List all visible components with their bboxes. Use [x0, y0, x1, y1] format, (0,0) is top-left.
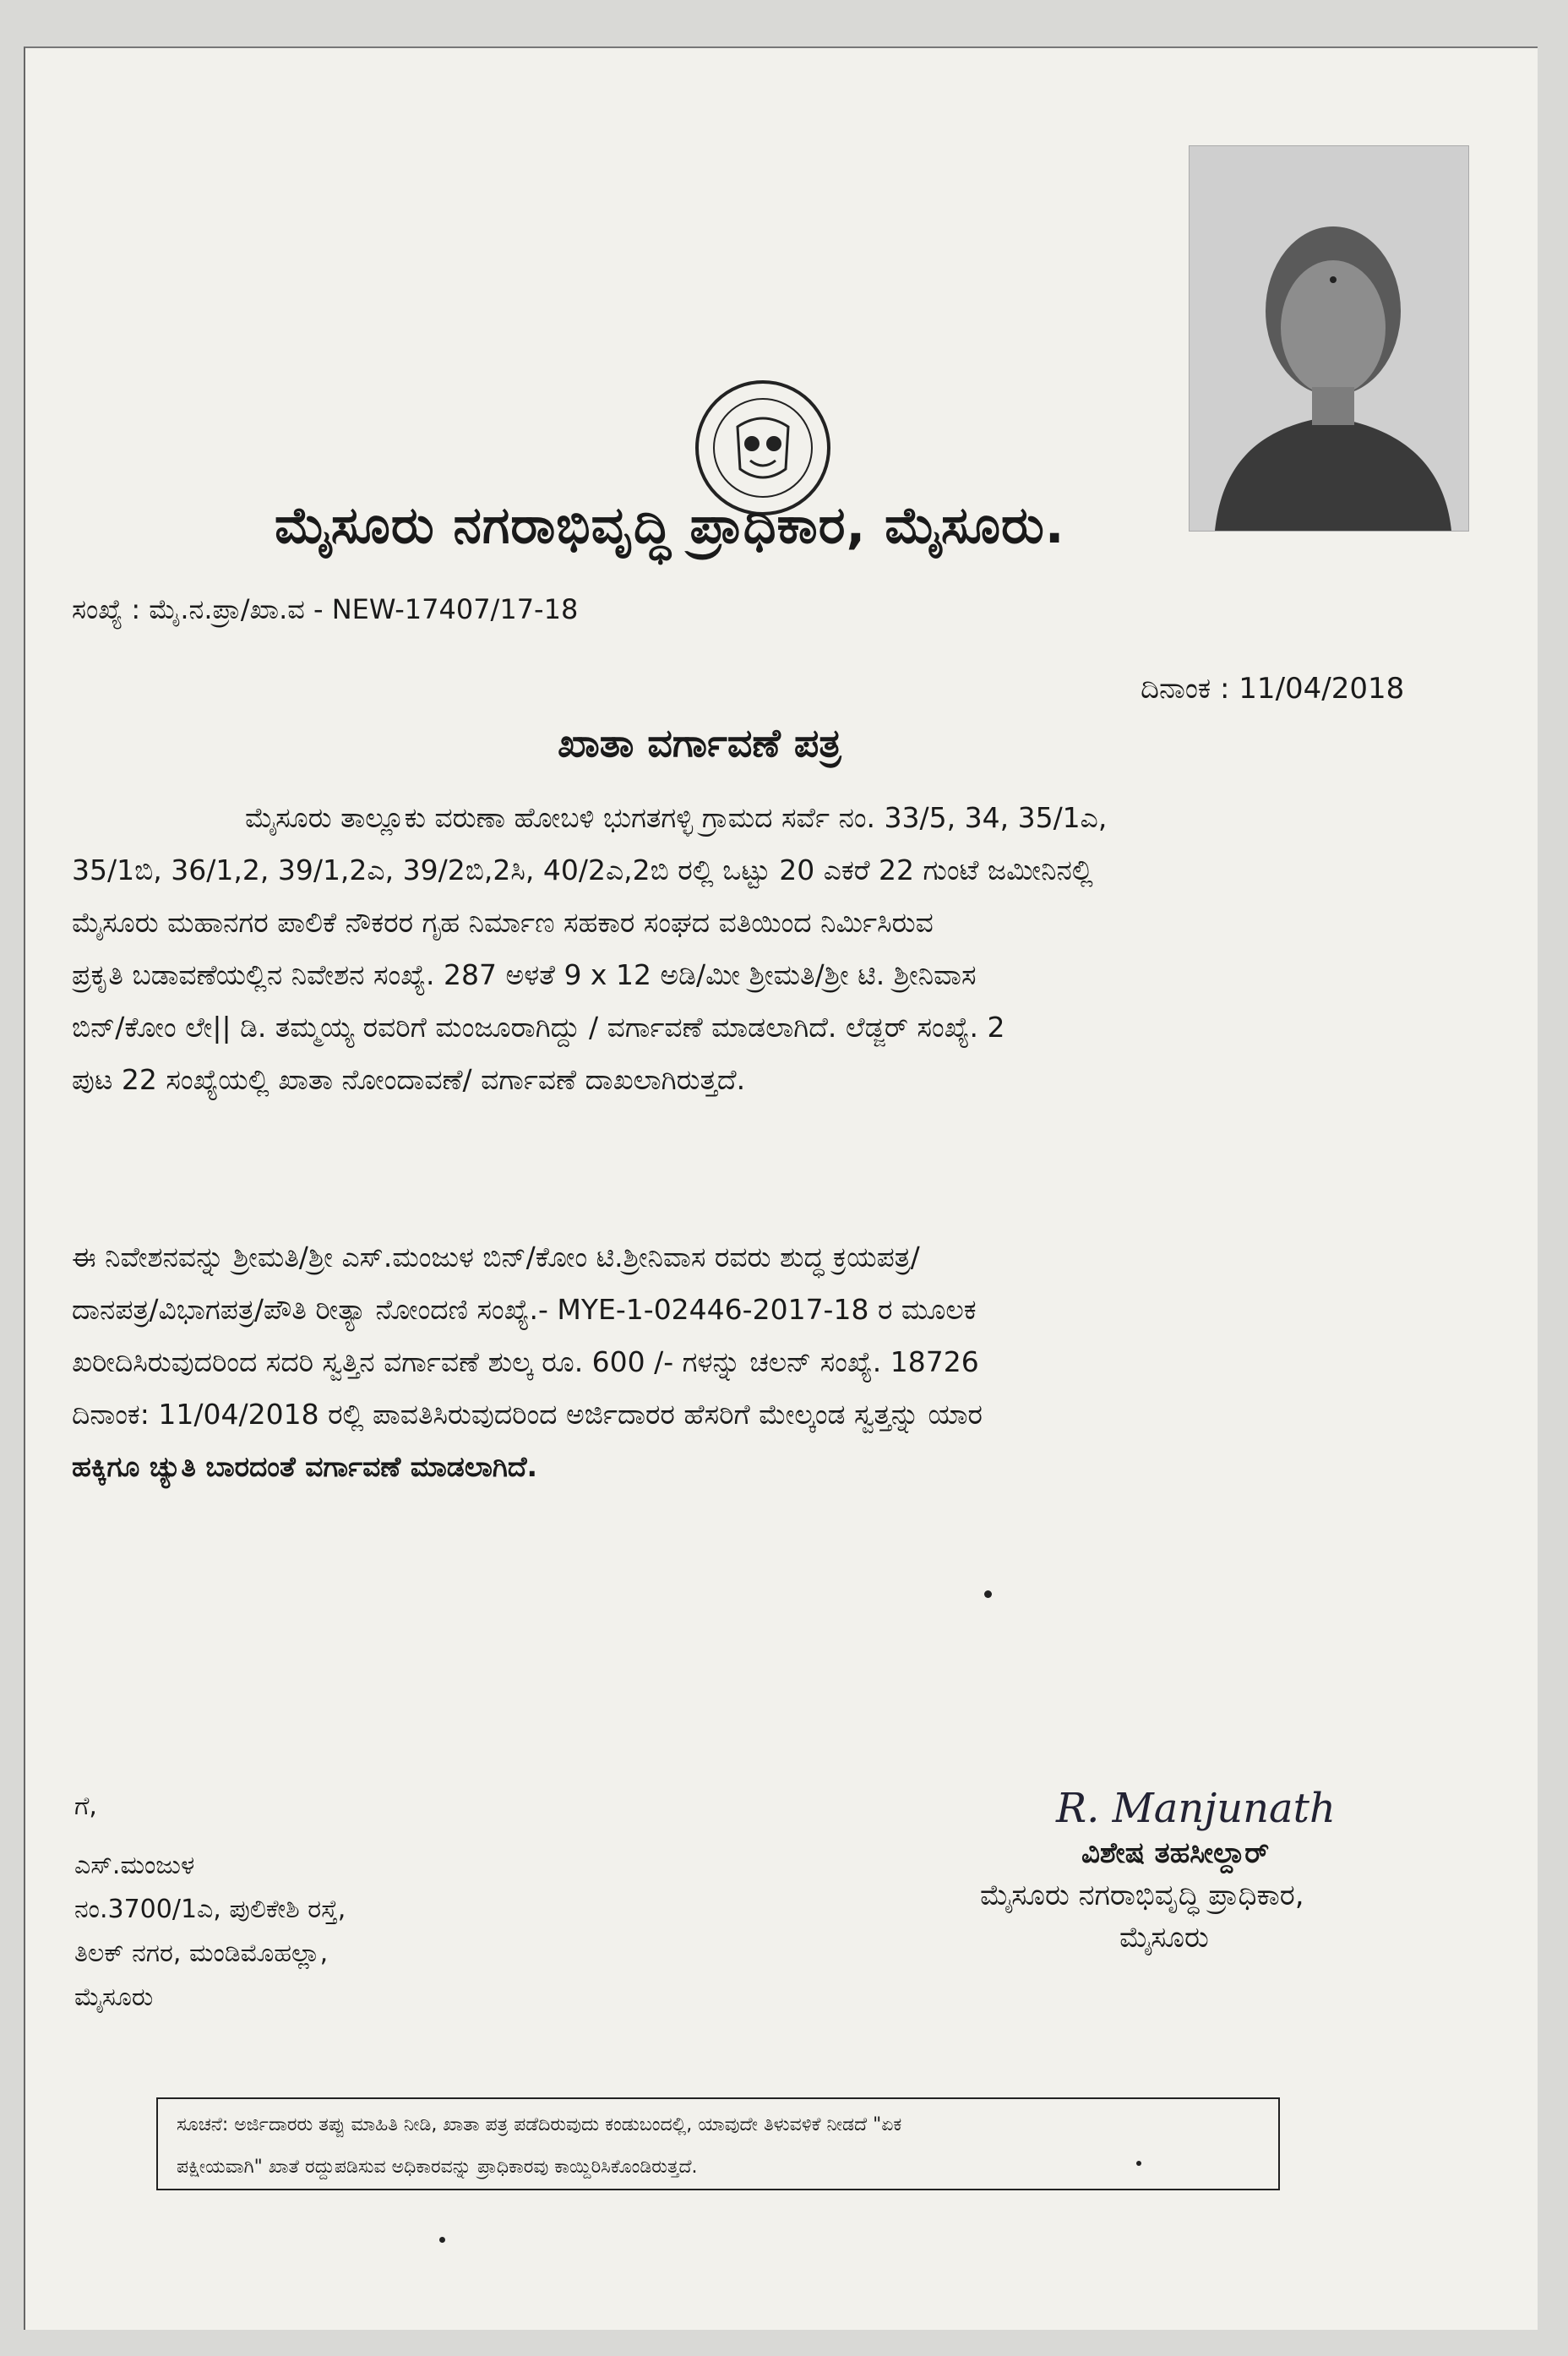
paragraph-line: ಹಕ್ಕಿಗೂ ಚ್ಯುತಿ ಬಾರದಂತೆ ವರ್ಗಾವಣೆ ಮಾಡಲಾಗಿದೆ.	[72, 1450, 538, 1483]
reference-number: ಸಂಖ್ಯೆ : ಮೈ.ನ.ಪ್ರಾ/ಖಾ.ವ - NEW-17407/17-18	[72, 593, 579, 625]
paragraph-line: ದಿನಾಂಕ: 11/04/2018 ರಲ್ಲಿ ಪಾವತಿಸಿರುವುದರಿಂದ ಅರ್ಜಿದಾರರ ಹೆಸರಿಗೆ ಮೇಲ್ಕಂಡ ಸ್ವತ್ತನ್ನು ಯಾರ	[72, 1398, 983, 1431]
recipient-address-line1: ನಂ.3700/1ಎ, ಪುಲಿಕೇಶಿ ರಸ್ತೆ,	[74, 1895, 346, 1924]
signature-block	[955, 1785, 1495, 1959]
paragraph-line: ಈ ನಿವೇಶನವನ್ನು ಶ್ರೀಮತಿ/ಶ್ರೀ ಎಸ್.ಮಂಜುಳ ಬಿನ್/ಕೋಂ ಟಿ.ಶ್ರೀನಿವಾಸ ರವರು ಶುದ್ಧ ಕ್ರಯಪತ್ರ/	[72, 1241, 920, 1273]
paragraph-line: ಪ್ರಕೃತಿ ಬಡಾವಣೆಯಲ್ಲಿನ ನಿವೇಶನ ಸಂಖ್ಯೆ. 287 ಅಳತೆ 9 x 12 ಅಡಿ/ಮೀ ಶ್ರೀಮತಿ/ಶ್ರೀ ಟಿ. ಶ್ರೀನಿವಾಸ	[72, 958, 977, 991]
signature: R. Manjunath	[1056, 1785, 1336, 1832]
recipient-to: ಗೆ,	[74, 1792, 97, 1821]
paragraph-line: 35/1ಬಿ, 36/1,2, 39/1,2ಎ, 39/2ಬಿ,2ಸಿ, 40/2ಎ,2ಬಿ ರಲ್ಲಿ ಒಟ್ಟು 20 ಎಕರೆ 22 ಗುಂಟೆ ಜಮೀನಿನಲ್ಲಿ	[72, 854, 1093, 886]
paragraph-line: ಪುಟ 22 ಸಂಖ್ಯೆಯಲ್ಲಿ ಖಾತಾ ನೋಂದಾವಣೆ/ ವರ್ಗಾವಣೆ ದಾಖಲಾಗಿರುತ್ತದೆ.	[72, 1063, 746, 1096]
paragraph-line: ದಾನಪತ್ರ/ವಿಭಾಗಪತ್ರ/ಪೌತಿ ರೀತ್ಯಾ ನೋಂದಣಿ ಸಂಖ್ಯೆ.- MYE-1-02446-2017-18 ರ ಮೂಲಕ	[72, 1293, 977, 1326]
signatory-authority: ಮೈಸೂರು ನಗರಾಭಿವೃದ್ಧಿ ಪ್ರಾಧಿಕಾರ,	[980, 1879, 1304, 1912]
applicant-photo	[1189, 145, 1469, 532]
paragraph-line: ಬಿನ್/ಕೋಂ ಲೇ|| ಡಿ. ತಮ್ಮಯ್ಯ ರವರಿಗೆ ಮಂಜೂರಾಗಿದ್ದು / ವರ್ಗಾವಣೆ ಮಾಡಲಾಗಿದೆ. ಲೆಡ್ಜರ್ ಸಂಖ್ಯೆ. 2	[72, 1011, 1005, 1044]
recipient-city: ಮೈಸೂರು	[74, 1982, 154, 2012]
signatory-designation: ವಿಶೇಷ ತಹಸೀಲ್ದಾರ್	[1081, 1836, 1270, 1870]
certificate-page	[24, 46, 1538, 2330]
notice-line: ಸೂಚನೆ: ಅರ್ಜಿದಾರರು ತಪ್ಪು ಮಾಹಿತಿ ನೀಡಿ, ಖಾತಾ ಪತ್ರ ಪಡೆದಿರುವುದು ಕಂಡುಬಂದಲ್ಲಿ, ಯಾವುದೇ ತಿಳುವಳಿಕೆ ನೀಡದೆ "ಏಕ	[177, 2114, 902, 2135]
document-heading: ಖಾತಾ ವರ್ಗಾವಣೆ ಪತ್ರ	[558, 720, 841, 766]
recipient-address	[74, 1785, 346, 2020]
paragraph-1	[72, 792, 1107, 1106]
paragraph-line: ಖರೀದಿಸಿರುವುದರಿಂದ ಸದರಿ ಸ್ವತ್ತಿನ ವರ್ಗಾವಣೆ ಶುಲ್ಕ ರೂ. 600 /- ಗಳನ್ನು ಚಲನ್ ಸಂಖ್ಯೆ. 18726	[72, 1345, 979, 1378]
notice-line: ಪಕ್ಷೀಯವಾಗಿ" ಖಾತೆ ರದ್ದುಪಡಿಸುವ ಅಧಿಕಾರವನ್ನು ಪ್ರಾಧಿಕಾರವು ಕಾಯ್ದಿರಿಸಿಕೊಂಡಿರುತ್ತದೆ.	[177, 2157, 698, 2178]
issue-date: ದಿನಾಂಕ : 11/04/2018	[1141, 672, 1405, 706]
applicant-photo-image	[1190, 146, 1468, 531]
authority-title: ಮೈಸೂರು ನಗರಾಭಿವೃದ್ಧಿ ಪ್ರಾಧಿಕಾರ, ಮೈಸೂರು.	[275, 496, 1065, 555]
recipient-name: ಎಸ್.ಮಂಜುಳ	[74, 1851, 195, 1880]
paragraph-2	[72, 1231, 983, 1493]
notice-box	[156, 2097, 1280, 2190]
paragraph-line: ಮೈಸೂರು ಮಹಾನಗರ ಪಾಲಿಕೆ ನೌಕರರ ಗೃಹ ನಿರ್ಮಾಣ ಸಹಕಾರ ಸಂಘದ ವತಿಯಿಂದ ನಿರ್ಮಿಸಿರುವ	[72, 906, 934, 939]
signatory-city: ಮೈಸೂರು	[1119, 1921, 1209, 1955]
paragraph-line: ಮೈಸೂರು ತಾಲ್ಲೂಕು ವರುಣಾ ಹೋಬಳಿ ಭುಗತಗಳ್ಳಿ ಗ್ರಾಮದ ಸರ್ವೆ ನಂ. 33/5, 34, 35/1ಎ,	[245, 801, 1108, 834]
recipient-address-line2: ತಿಲಕ್ ನಗರ, ಮಂಡಿಮೊಹಲ್ಲಾ,	[74, 1939, 329, 1968]
